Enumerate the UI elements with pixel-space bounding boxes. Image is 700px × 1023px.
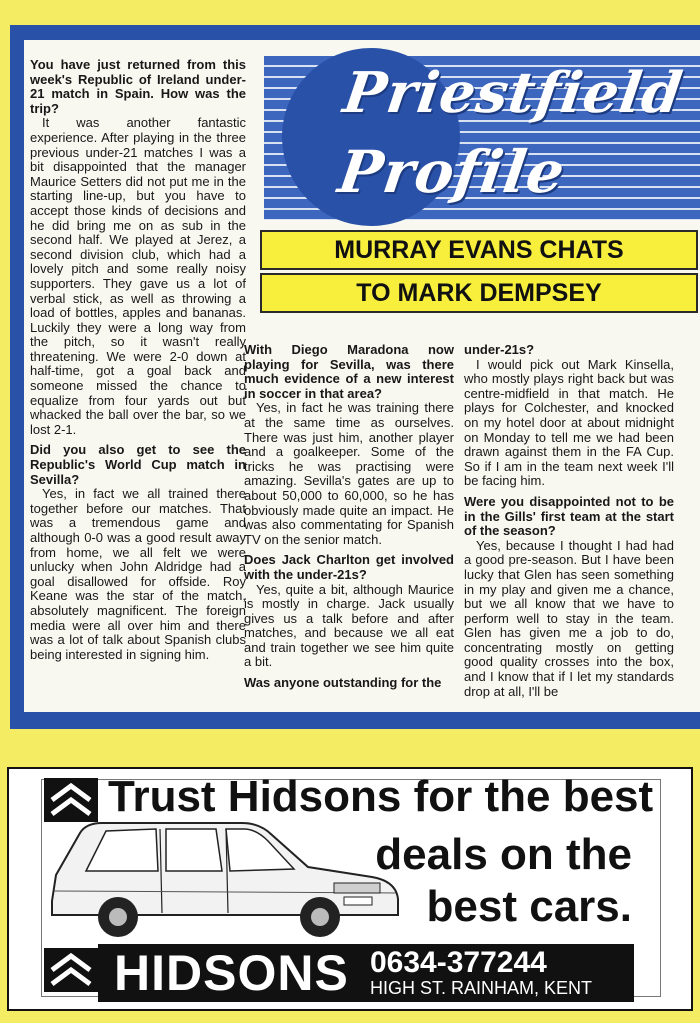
answer: It was another fantastic experience. After playing in the three previous under-21 matches I was a bit disappointed that the manager Maurice Setters did not put me in the starting line-up, but you have to accept those kinds of decisions and he did bring me on as sub in the second half. We played at Jerez, a second division club, which had a lovely pitch and some really noisy supporters. They gave us a lot of verbal stick, as well as throwing a load of bottles, apples and bananas. Luckily they were a long way from the pitch, so it wasn't really threatening. We were 2-0 down at half-time, got a goal back and someone missed the chance to equalize from four yards out but whacked the ball over the bar, so we lost 2-1. [30,115,246,437]
article-column-3 [464,343,674,699]
phone-number: 0634-377244 [370,946,547,979]
question-continued: under-21s? [464,342,535,357]
advert-headline-line-3: best cars. [426,882,632,931]
brand-name: HIDSONS [114,945,349,1001]
question: You have just returned from this week's Republic of Ireland under-21 match in Spain. How was the trip? [30,57,246,116]
question: Were you disappointed not to be in the Gills' first team at the start of the season? [464,493,674,539]
title-line-2: Profile [334,138,570,206]
question: With Diego Maradona now playing for Sevilla, was there much evidence of a new interest in soccer in that area? [244,342,454,401]
answer: Yes, quite a bit, although Maurice is mostly in charge. Jack usually gives us a talk before and after matches, and because we all eat and train together we see him quite a bit. [244,581,454,670]
headline-1: MURRAY EVANS CHATS [260,230,698,270]
article-frame [10,25,700,729]
question: Did you also get to see the Republic's World Cup match in Sevilla? [30,442,246,487]
advert-headline-line-1: Trust Hidsons for the best [108,772,654,821]
double-chevron-logo-icon [44,948,98,992]
hatchback-car-icon [46,815,406,943]
title-banner [264,56,700,220]
question: Does Jack Charlton get involved with the under-21s? [244,552,454,582]
title-line-1: Priestfield [339,60,687,126]
headline-2: TO MARK DEMPSEY [260,273,698,313]
article-column-1 [30,58,246,662]
answer: Yes, because I thought I had had a good pre-season. But I have been lucky that Glen has seen something in my play and given me a chance, but we all know that we have to perform well to stay in the team. Glen has given me a job to do, concentrating mostly on getting good quality crosses into the box, and I know that if I let my standards drop at all, I'll be [464,537,674,699]
question: Was anyone outstanding for the [244,675,442,691]
article-column-2 [244,343,454,691]
article-panel [24,40,700,712]
address: HIGH ST. RAINHAM, KENT [370,978,593,998]
answer: Yes, in fact he was training there at the same time as ourselves. There was just him, another player and a goalkeeper. Some of the tricks he was practising were amazing. Sevilla's gates are up to about 50,000 to 60,000, so he has obviously made quite an impact. He was also commentating for Spanish TV on the senior match. [244,400,454,547]
answer: I would pick out Mark Kinsella, who mostly plays right back but was centre-midfield in that match. He plays for Colchester, and knocked on my hotel door at about midnight on Monday to tell me we had been drawn against them in the FA Cup. So if I am in the team next week I'll be facing him. [464,356,674,489]
advert-headline-line-2: deals on the [375,830,632,879]
answer: Yes, in fact we all trained there together before our matches. That was a tremendous game and although 0-0 was a good result away from home, we all felt we were unlucky when John Aldridge had a goal disallowed for offside. Roy Keane was the star of the match, absolutely magnificent. The foreign media were all over him and there was a lot of talk about Spanish clubs being interested in signing him. [30,486,246,662]
